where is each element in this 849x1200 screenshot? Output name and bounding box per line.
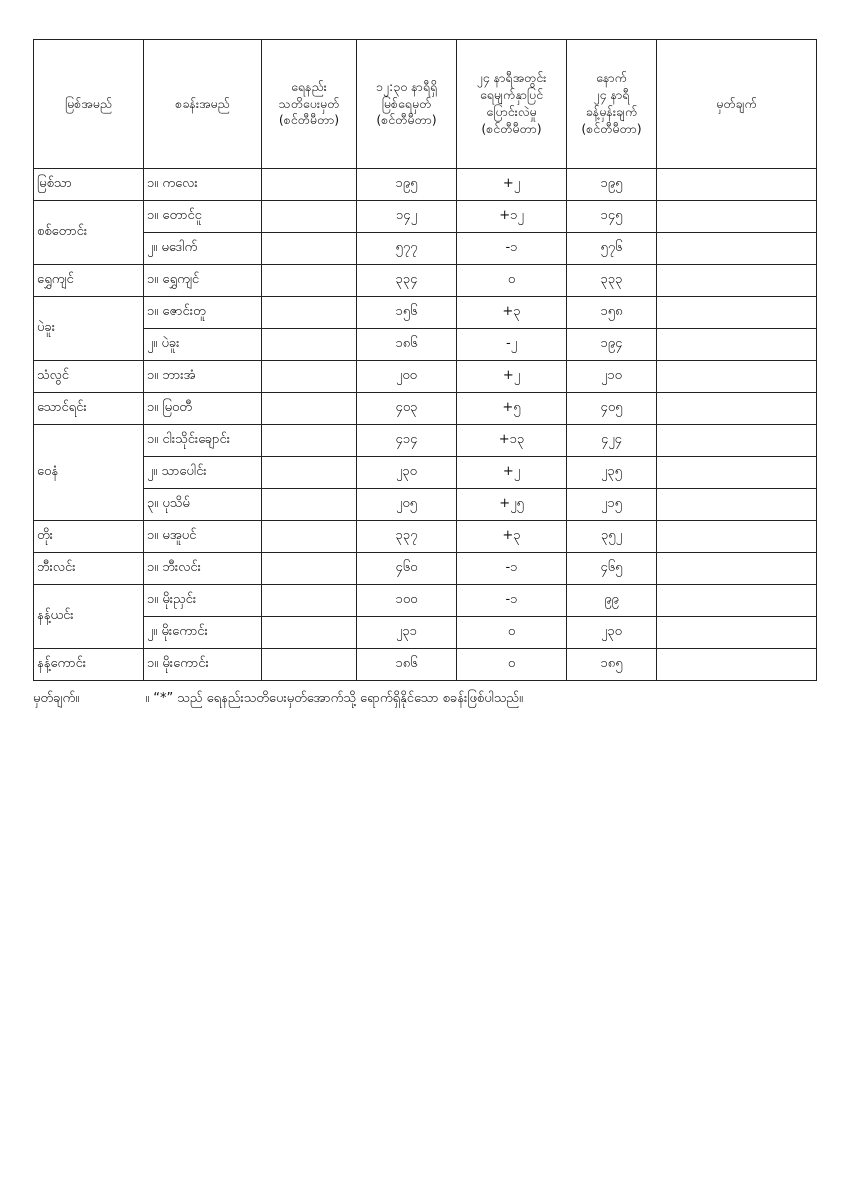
station-name-cell: ၁။ တောင်ငူ [144, 201, 262, 233]
forecast-cell: ၁၉၄ [567, 329, 657, 361]
change-cell: -၂ [457, 329, 567, 361]
river-name-cell: ဘီးလင်း [34, 553, 144, 585]
table-row [34, 649, 817, 681]
water-level-cell: ၂၃၀ [357, 457, 457, 489]
header-river-name: မြစ်အမည် [34, 40, 144, 169]
table-row [34, 425, 817, 457]
station-name-cell: ၂။ မဒေါက် [144, 233, 262, 265]
footnote-text: ။ “*” သည် ရေနည်းသတိပေးမှတ်အောက်သို့ ရောက်ရှိနိုင်သော စခန်းဖြစ်ပါသည်။ [145, 691, 523, 706]
change-cell: ၀ [457, 265, 567, 297]
remark-cell [657, 457, 817, 489]
river-name-cell: နန့်ကောင်း [34, 649, 144, 681]
forecast-cell: ၁၉၅ [567, 169, 657, 201]
forecast-cell: ၂၃၅ [567, 457, 657, 489]
forecast-cell: ၉၉ [567, 585, 657, 617]
remark-cell [657, 201, 817, 233]
forecast-cell: ၁၄၅ [567, 201, 657, 233]
low-warning-cell [262, 361, 357, 393]
river-name-cell: စစ်တောင်း [34, 201, 144, 265]
low-warning-cell [262, 201, 357, 233]
water-level-cell: ၄၆၀ [357, 553, 457, 585]
change-cell: +၁၂ [457, 201, 567, 233]
water-level-cell: ၃၃၇ [357, 521, 457, 553]
change-cell: +၂ [457, 361, 567, 393]
low-warning-cell [262, 585, 357, 617]
table-row [34, 585, 817, 617]
water-level-cell: ၂၀၅ [357, 489, 457, 521]
station-name-cell: ၂။ ပဲခူး [144, 329, 262, 361]
low-warning-cell [262, 169, 357, 201]
low-warning-cell [262, 553, 357, 585]
river-name-cell: ရွှေကျင် [34, 265, 144, 297]
table-header-row [34, 40, 817, 169]
header-24h-change: ၂၄ နာရီအတွင်း ရေမျက်နှာပြင် ပြောင်းလဲမှု (စင်တီမီတာ) [457, 40, 567, 169]
water-level-cell: ၂၀၀ [357, 361, 457, 393]
table-row [34, 329, 817, 361]
station-name-cell: ၃။ ပုသိမ် [144, 489, 262, 521]
remark-cell [657, 169, 817, 201]
water-level-cell: ၄၁၄ [357, 425, 457, 457]
station-name-cell: ၁။ မအူပင် [144, 521, 262, 553]
forecast-cell: ၄၀၅ [567, 393, 657, 425]
table-row [34, 201, 817, 233]
river-name-cell: ပဲခူး [34, 297, 144, 361]
remark-cell [657, 233, 817, 265]
low-warning-cell [262, 265, 357, 297]
table-row [34, 617, 817, 649]
forecast-cell: ၄၆၅ [567, 553, 657, 585]
change-cell: -၁ [457, 553, 567, 585]
header-water-level: ၁၂:၃၀ နာရီရှိ မြစ်ရေမှတ် (စင်တီမီတာ) [357, 40, 457, 169]
table-row [34, 233, 817, 265]
low-warning-cell [262, 233, 357, 265]
low-warning-cell [262, 425, 357, 457]
change-cell: +၂ [457, 457, 567, 489]
table-row [34, 265, 817, 297]
water-level-cell: ၁၉၅ [357, 169, 457, 201]
river-name-cell: မြစ်သာ [34, 169, 144, 201]
water-level-cell: ၁၈၆ [357, 649, 457, 681]
footnote-label: မှတ်ချက်။ [33, 691, 80, 706]
forecast-cell: ၂၁၀ [567, 361, 657, 393]
water-level-cell: ၁၅၆ [357, 297, 457, 329]
low-warning-cell [262, 457, 357, 489]
remark-cell [657, 265, 817, 297]
remark-cell [657, 425, 817, 457]
forecast-cell: ၄၂၄ [567, 425, 657, 457]
footnote [33, 690, 823, 709]
change-cell: +၂၅ [457, 489, 567, 521]
change-cell: ၀ [457, 617, 567, 649]
header-station-name: စခန်းအမည် [144, 40, 262, 169]
low-warning-cell [262, 489, 357, 521]
change-cell: +၂ [457, 169, 567, 201]
header-24h-forecast: နောက် ၂၄ နာရီ ခန့်မှန်းချက် (စင်တီမီတာ) [567, 40, 657, 169]
station-name-cell: ၂။ သာပေါင်း [144, 457, 262, 489]
low-warning-cell [262, 617, 357, 649]
water-level-cell: ၁၀၀ [357, 585, 457, 617]
station-name-cell: ၁။ ဘားအံ [144, 361, 262, 393]
remark-cell [657, 297, 817, 329]
table-row [34, 521, 817, 553]
remark-cell [657, 329, 817, 361]
water-level-cell: ၅၇၇ [357, 233, 457, 265]
water-level-table [33, 39, 817, 681]
change-cell: +၃ [457, 521, 567, 553]
station-name-cell: ၁။ မိုးညှင်း [144, 585, 262, 617]
forecast-cell: ၂၃၀ [567, 617, 657, 649]
change-cell: +၃ [457, 297, 567, 329]
table-row [34, 297, 817, 329]
table-row [34, 393, 817, 425]
table-row [34, 553, 817, 585]
change-cell: +၅ [457, 393, 567, 425]
table-row [34, 361, 817, 393]
river-name-cell: ဝေနံ [34, 425, 144, 521]
change-cell: -၁ [457, 233, 567, 265]
remark-cell [657, 361, 817, 393]
table-row [34, 169, 817, 201]
low-warning-cell [262, 649, 357, 681]
station-name-cell: ၁။ မြဝတီ [144, 393, 262, 425]
header-low-warning: ရေနည်း သတိပေးမှတ် (စင်တီမီတာ) [262, 40, 357, 169]
remark-cell [657, 489, 817, 521]
low-warning-cell [262, 297, 357, 329]
remark-cell [657, 649, 817, 681]
station-name-cell: ၁။ ဇောင်းတူ [144, 297, 262, 329]
table-row [34, 457, 817, 489]
forecast-cell: ၁၅၈ [567, 297, 657, 329]
header-remarks: မှတ်ချက် [657, 40, 817, 169]
water-level-cell: ၁၈၆ [357, 329, 457, 361]
river-name-cell: တိုး [34, 521, 144, 553]
table-row [34, 489, 817, 521]
station-name-cell: ၁။ မိုးကောင်း [144, 649, 262, 681]
station-name-cell: ၁။ ဘီးလင်း [144, 553, 262, 585]
remark-cell [657, 553, 817, 585]
change-cell: -၁ [457, 585, 567, 617]
station-name-cell: ၁။ ရွှေကျင် [144, 265, 262, 297]
forecast-cell: ၂၁၅ [567, 489, 657, 521]
water-level-cell: ၃၃၄ [357, 265, 457, 297]
low-warning-cell [262, 329, 357, 361]
forecast-cell: ၅၇၆ [567, 233, 657, 265]
station-name-cell: ၂။ မိုးကောင်း [144, 617, 262, 649]
remark-cell [657, 617, 817, 649]
river-name-cell: သံလွင် [34, 361, 144, 393]
forecast-cell: ၃၅၂ [567, 521, 657, 553]
water-level-cell: ၁၄၂ [357, 201, 457, 233]
river-name-cell: နန့်ယင်း [34, 585, 144, 649]
change-cell: +၁၃ [457, 425, 567, 457]
change-cell: ၀ [457, 649, 567, 681]
table-body [34, 169, 817, 681]
water-level-cell: ၄၀၃ [357, 393, 457, 425]
water-level-cell: ၂၃၁ [357, 617, 457, 649]
forecast-cell: ၃၃၃ [567, 265, 657, 297]
station-name-cell: ၁။ ငါးသိုင်းချောင်း [144, 425, 262, 457]
low-warning-cell [262, 521, 357, 553]
remark-cell [657, 521, 817, 553]
remark-cell [657, 393, 817, 425]
low-warning-cell [262, 393, 357, 425]
remark-cell [657, 585, 817, 617]
river-name-cell: သောင်ရင်း [34, 393, 144, 425]
station-name-cell: ၁။ ကလေး [144, 169, 262, 201]
forecast-cell: ၁၈၅ [567, 649, 657, 681]
